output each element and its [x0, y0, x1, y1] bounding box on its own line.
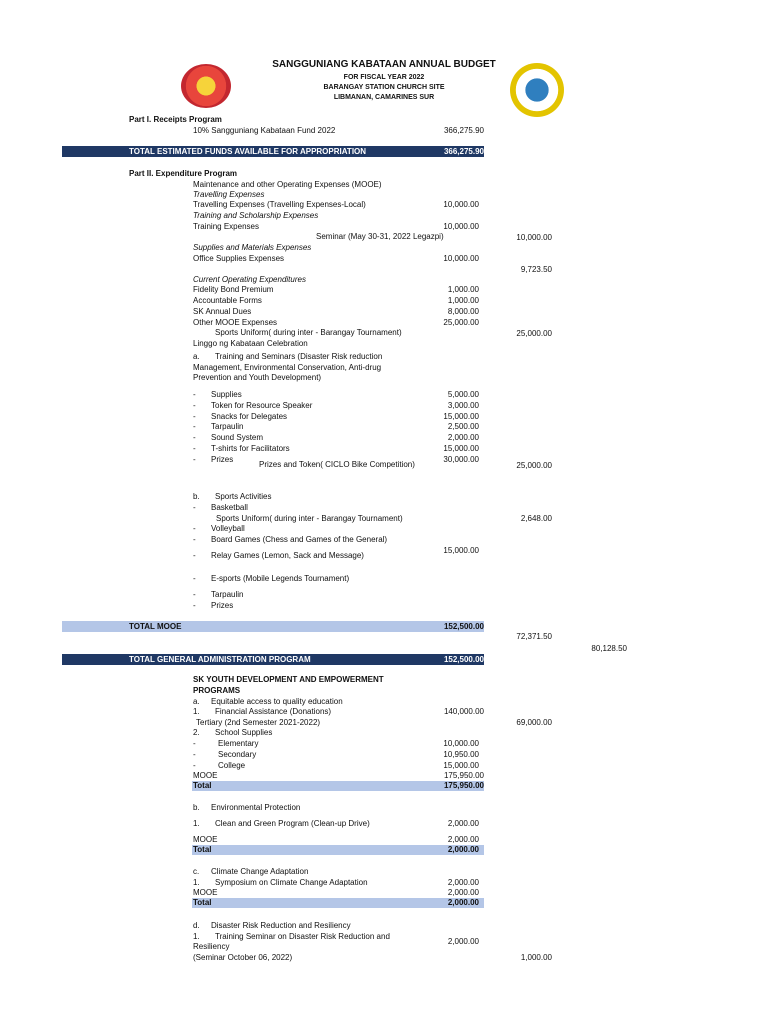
- line-item: SK Annual Dues: [193, 307, 252, 316]
- line-item: Sports Uniform( during inter - Barangay Tournament): [216, 514, 403, 523]
- total-mooe-label: TOTAL MOOE: [129, 622, 182, 631]
- total-label: Total: [193, 845, 212, 854]
- fund-label: 10% Sangguniang Kabataan Fund 2022: [193, 126, 336, 135]
- line-item: Travelling Expenses (Travelling Expenses-Local): [193, 200, 366, 209]
- total-amount: 2,000.00: [447, 898, 479, 907]
- line-amount: 15,000.00: [443, 546, 479, 555]
- mooe-heading: Maintenance and other Operating Expenses (MOOE): [193, 180, 382, 189]
- line-amount: 175,950.00: [443, 771, 484, 780]
- item-letter: b.: [193, 803, 200, 812]
- part1-heading: Part I. Receipts Program: [129, 115, 222, 124]
- line-item: Office Supplies Expenses: [193, 254, 285, 263]
- bullet: -: [193, 411, 196, 421]
- total-label: Total: [193, 781, 212, 790]
- total-funds-amount: 366,275.90: [443, 147, 484, 156]
- bullet: -: [193, 422, 196, 432]
- bullet: -: [193, 590, 196, 599]
- list-item-amount: 15,000.00: [443, 411, 479, 421]
- list-item: T-shirts for Facilitators: [211, 444, 290, 453]
- list-item: Snacks for Delegates: [211, 411, 288, 421]
- total-funds-band: [62, 146, 484, 157]
- list-item-amount: 2,500.00: [447, 422, 479, 432]
- line-amount: 2,000.00: [447, 937, 479, 946]
- line-amount: 25,000.00: [443, 318, 479, 327]
- list-item: Prizes: [211, 454, 234, 464]
- bullet: -: [193, 503, 196, 512]
- line-item: Seminar (May 30-31, 2022 Legazpi): [316, 232, 444, 241]
- line-item: Board Games (Chess and Games of the General): [211, 535, 388, 544]
- line-item: Elementary: [218, 739, 259, 748]
- line-item: Prizes: [211, 601, 234, 610]
- line-item: Training Seminar on Disaster Risk Reduction and: [215, 932, 390, 941]
- list-item-amount: 3,000.00: [447, 400, 479, 410]
- location: LIBMANAN, CAMARINES SUR: [333, 94, 435, 101]
- bullet: -: [193, 433, 196, 443]
- section-heading: SK YOUTH DEVELOPMENT AND EMPOWERMENT: [193, 675, 384, 684]
- item-number: 1.: [193, 707, 200, 716]
- line-item: Tarpaulin: [211, 590, 244, 599]
- line-item: Linggo ng Kabataan Celebration: [193, 339, 308, 348]
- total-funds-label: TOTAL ESTIMATED FUNDS AVAILABLE FOR APPROPRIATION: [129, 147, 367, 156]
- line-item: Volleyball: [211, 524, 245, 533]
- actual-amount: 9,723.50: [520, 265, 552, 274]
- total-mooe-amount: 152,500.00: [443, 622, 484, 631]
- line-amount: 8,000.00: [447, 307, 479, 316]
- actual-amount: 72,371.50: [516, 632, 552, 641]
- line-item: Resiliency: [193, 942, 230, 951]
- total-gap-amount: 152,500.00: [443, 655, 484, 664]
- item-letter: a.: [193, 697, 200, 706]
- mooe-label: MOOE: [193, 835, 218, 844]
- line-amount: 15,000.00: [443, 761, 479, 770]
- line-item: Equitable access to quality education: [211, 697, 343, 706]
- line-amount: 10,950.00: [443, 750, 479, 759]
- line-item: Clean and Green Program (Clean-up Drive): [215, 819, 370, 828]
- line-item: Relay Games (Lemon, Sack and Message): [211, 551, 364, 560]
- line-amount: 2,000.00: [447, 888, 479, 897]
- total-amount: 175,950.00: [443, 781, 484, 790]
- line-amount: 1,000.00: [447, 285, 479, 294]
- line-item: Accountable Forms: [193, 296, 262, 305]
- fund-amount: 366,275.90: [443, 126, 484, 135]
- line-item: Financial Assistance (Donations): [215, 707, 332, 716]
- category-label: Supplies and Materials Expenses: [193, 243, 312, 252]
- bullet: -: [193, 400, 196, 410]
- list-item: Supplies: [211, 390, 242, 399]
- item-number: 1.: [193, 819, 200, 828]
- total-gap-label: TOTAL GENERAL ADMINISTRATION PROGRAM: [129, 655, 311, 664]
- barangay-name: BARANGAY STATION CHURCH SITE: [323, 84, 445, 91]
- bullet: -: [193, 761, 196, 770]
- line-item: College: [218, 761, 246, 770]
- line-item: Secondary: [218, 750, 257, 759]
- category-label: Travelling Expenses: [193, 190, 265, 199]
- bullet: -: [193, 739, 196, 748]
- bullet: -: [193, 524, 196, 533]
- line-item: Basketball: [211, 503, 248, 512]
- category-label: Training and Scholarship Expenses: [193, 211, 319, 220]
- line-item: Disaster Risk Reduction and Resiliency: [211, 921, 351, 930]
- line-amount: 2,000.00: [447, 819, 479, 828]
- bullet: -: [193, 444, 196, 453]
- section-heading: PROGRAMS: [193, 686, 241, 695]
- line-item: (Seminar October 06, 2022): [193, 953, 293, 962]
- item-letter: a.: [193, 352, 200, 361]
- subtotal-band: [192, 781, 484, 791]
- mooe-label: MOOE: [193, 771, 218, 780]
- list-item: Tarpaulin: [211, 422, 244, 432]
- bullet: -: [193, 454, 196, 464]
- list-item-amount: 15,000.00: [443, 444, 479, 453]
- total-label: Total: [193, 898, 212, 907]
- line-amount: 2,000.00: [447, 878, 479, 887]
- page-title: SANGGUNIANG KABATAAN ANNUAL BUDGET: [272, 59, 496, 70]
- line-item: Climate Change Adaptation: [211, 867, 309, 876]
- line-item: Prizes and Token( CICLO Bike Competition): [259, 460, 415, 469]
- line-item: Sports Uniform( during inter - Barangay Tournament): [215, 328, 402, 337]
- line-item: Sports Activities: [215, 492, 272, 501]
- bullet: -: [193, 750, 196, 759]
- line-item: Fidelity Bond Premium: [193, 285, 274, 294]
- actual-amount: 10,000.00: [516, 233, 552, 242]
- list-item-amount: 5,000.00: [447, 390, 479, 399]
- category-label: Current Operating Expenditures: [193, 275, 306, 284]
- line-item: Tertiary (2nd Semester 2021-2022): [196, 718, 321, 727]
- bullet: -: [193, 551, 196, 560]
- total-mooe-band: [62, 621, 484, 632]
- line-item: Environmental Protection: [211, 803, 301, 812]
- list-item-amount: 30,000.00: [443, 454, 479, 464]
- line-amount: 140,000.00: [443, 707, 484, 716]
- bullet: -: [193, 390, 196, 399]
- line-item: Training Expenses: [193, 222, 259, 231]
- item-letter: b.: [193, 492, 200, 501]
- line-amount: 10,000.00: [443, 254, 479, 263]
- total-gap-band: [62, 654, 484, 665]
- line-item: Prevention and Youth Development): [193, 373, 322, 382]
- subtotal-band: [192, 845, 484, 855]
- fiscal-year: FOR FISCAL YEAR 2022: [343, 74, 425, 81]
- total-amount: 2,000.00: [447, 845, 479, 854]
- actual-amount: 2,648.00: [520, 514, 552, 523]
- item-number: 2.: [193, 728, 200, 737]
- item-number: 1.: [193, 932, 200, 941]
- line-item: Management, Environmental Conservation, Anti-drug: [193, 363, 382, 372]
- line-amount: 10,000.00: [443, 200, 479, 209]
- bullet: -: [193, 574, 196, 583]
- line-item: Other MOOE Expenses: [193, 318, 278, 327]
- item-letter: d.: [193, 921, 200, 930]
- actual-amount: 25,000.00: [516, 461, 552, 470]
- line-item: School Supplies: [215, 728, 273, 737]
- bullet: -: [193, 601, 196, 610]
- line-amount: 10,000.00: [443, 739, 479, 748]
- bullet: -: [193, 535, 196, 544]
- line-amount: 1,000.00: [447, 296, 479, 305]
- subtotal-band: [192, 898, 484, 908]
- list-item: Sound System: [211, 433, 264, 443]
- part2-heading: Part II. Expenditure Program: [129, 169, 238, 178]
- actual-amount: 1,000.00: [520, 953, 552, 962]
- balance-amount: 80,128.50: [591, 644, 627, 653]
- mooe-label: MOOE: [193, 888, 218, 897]
- line-item: Symposium on Climate Change Adaptation: [215, 878, 368, 887]
- item-letter: c.: [193, 867, 200, 876]
- line-item: E-sports (Mobile Legends Tournament): [211, 574, 350, 583]
- line-amount: 10,000.00: [443, 222, 479, 231]
- line-amount: 2,000.00: [447, 835, 479, 844]
- list-item: Token for Resource Speaker: [211, 400, 313, 410]
- item-number: 1.: [193, 878, 200, 887]
- line-item: Training and Seminars (Disaster Risk reduction: [215, 352, 383, 361]
- list-item-amount: 2,000.00: [447, 433, 479, 443]
- actual-amount: 25,000.00: [516, 329, 552, 338]
- actual-amount: 69,000.00: [516, 718, 552, 727]
